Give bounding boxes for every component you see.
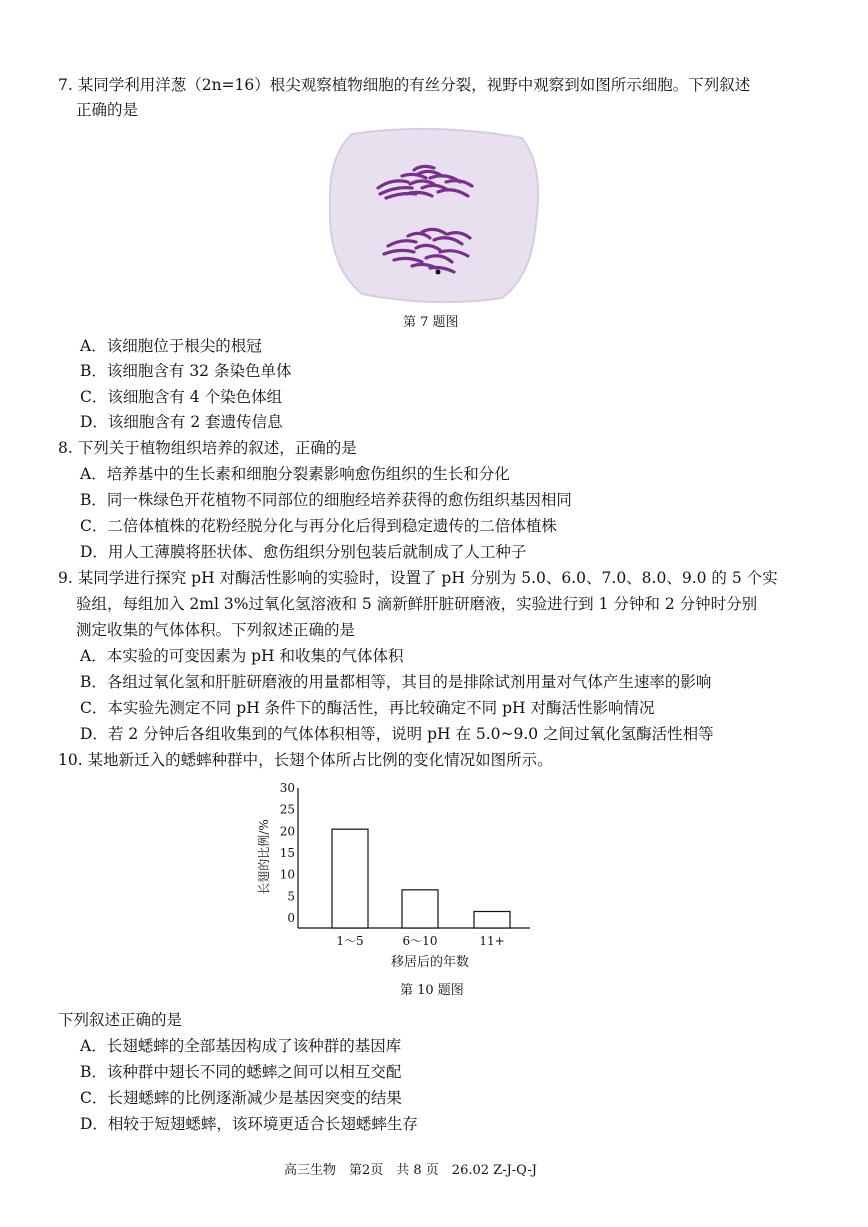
y-tick-label: 30: [279, 781, 295, 795]
x-tick-label: 6～10: [402, 934, 438, 948]
cell-body: [330, 129, 538, 302]
q8-option-b: B．同一株绿色开花植物不同部位的细胞经培养获得的愈伤组织基因相同: [80, 491, 572, 509]
q10-option-c: C．长翅蟋蟀的比例逐渐减少是基因突变的结果: [80, 1089, 402, 1107]
q10-after-stem: 下列叙述正确的是: [58, 1011, 183, 1029]
chromosome-dot: [436, 270, 441, 275]
cell-micrograph: [322, 126, 546, 306]
q9-option-c: C．本实验先测定不同 pH 条件下的酶活性，再比较确定不同 pH 对酶活性影响情况: [80, 699, 655, 717]
q7-option-a: A．该细胞位于根尖的根冠: [80, 337, 262, 355]
q7-option-c: C．该细胞含有 4 个染色体组: [80, 388, 283, 406]
y-tick-label: 20: [279, 824, 295, 839]
q7-stem-line2: 正确的是: [76, 101, 139, 119]
q7-option-b: B．该细胞含有 32 条染色单体: [80, 362, 292, 380]
x-tick-label: 11+: [479, 934, 505, 948]
q9-option-b: B．各组过氧化氢和肝脏研磨液的用量都相等，其目的是排除试剂用量对气体产生速率的影响: [80, 673, 712, 691]
q10-option-b: B．该种群中翅长不同的蟋蟀之间可以相互交配: [80, 1063, 402, 1081]
page-footer: 高三生物 第2页 共 8 页 26.02 Z-J-Q-J: [284, 1163, 537, 1178]
q9-stem-line1: 9. 某同学进行探究 pH 对酶活性影响的实验时，设置了 pH 分别为 5.0、6.0、7.0、8.0、9.0 的 5 个实: [58, 569, 778, 587]
q7-caption: 第 7 题图: [403, 315, 459, 330]
q7-option-d: D．该细胞含有 2 套遗传信息: [80, 413, 283, 431]
bar: [474, 912, 510, 929]
y-axis-label: 长翅的比例/%: [257, 819, 271, 895]
y-tick-label: 5: [287, 889, 295, 904]
q9-option-a: A．本实验的可变因素为 pH 和收集的气体体积: [80, 647, 404, 665]
q9-stem-line2: 验组，每组加入 2ml 3%过氧化氢溶液和 5 滴新鲜肝脏研磨液，实验进行到 1 分钟和 2 分钟时分别: [76, 595, 758, 613]
q8-option-d: D．用人工薄膜将胚状体、愈伤组织分别包装后就制成了人工种子: [80, 543, 527, 561]
q8-option-a: A．培养基中的生长素和细胞分裂素影响愈伤组织的生长和分化: [80, 465, 510, 483]
y-tick-label: 0: [287, 911, 295, 925]
y-tick-label: 10: [279, 867, 295, 882]
y-tick-label: 25: [279, 802, 295, 817]
q7-stem-line1: 7. 某同学利用洋葱（2n=16）根尖观察植物细胞的有丝分裂，视野中观察到如图所示细胞。下列叙述: [58, 76, 751, 94]
wing-ratio-bar-chart: [240, 778, 550, 978]
q10-stem: 10. 某地新迁入的蟋蟀种群中，长翅个体所占比例的变化情况如图所示。: [58, 751, 553, 769]
q10-caption: 第 10 题图: [400, 983, 464, 998]
q9-option-d: D．若 2 分钟后各组收集到的气体体积相等，说明 pH 在 5.0~9.0 之间过氧化氢酶活性相等: [80, 725, 714, 743]
bar: [332, 829, 368, 928]
bar: [402, 890, 438, 928]
x-axis-label: 移居后的年数: [390, 955, 470, 970]
q8-stem: 8. 下列关于植物组织培养的叙述，正确的是: [58, 439, 357, 457]
x-tick-label: 1～5: [336, 934, 364, 948]
y-tick-label: 15: [279, 846, 295, 860]
q8-option-c: C．二倍体植株的花粉经脱分化与再分化后得到稳定遗传的二倍体植株: [80, 517, 557, 535]
q10-option-d: D．相较于短翅蟋蟀，该环境更适合长翅蟋蟀生存: [80, 1115, 418, 1133]
q9-stem-line3: 测定收集的气体体积。下列叙述正确的是: [76, 621, 356, 639]
q10-option-a: A．长翅蟋蟀的全部基因构成了该种群的基因库: [80, 1037, 402, 1055]
